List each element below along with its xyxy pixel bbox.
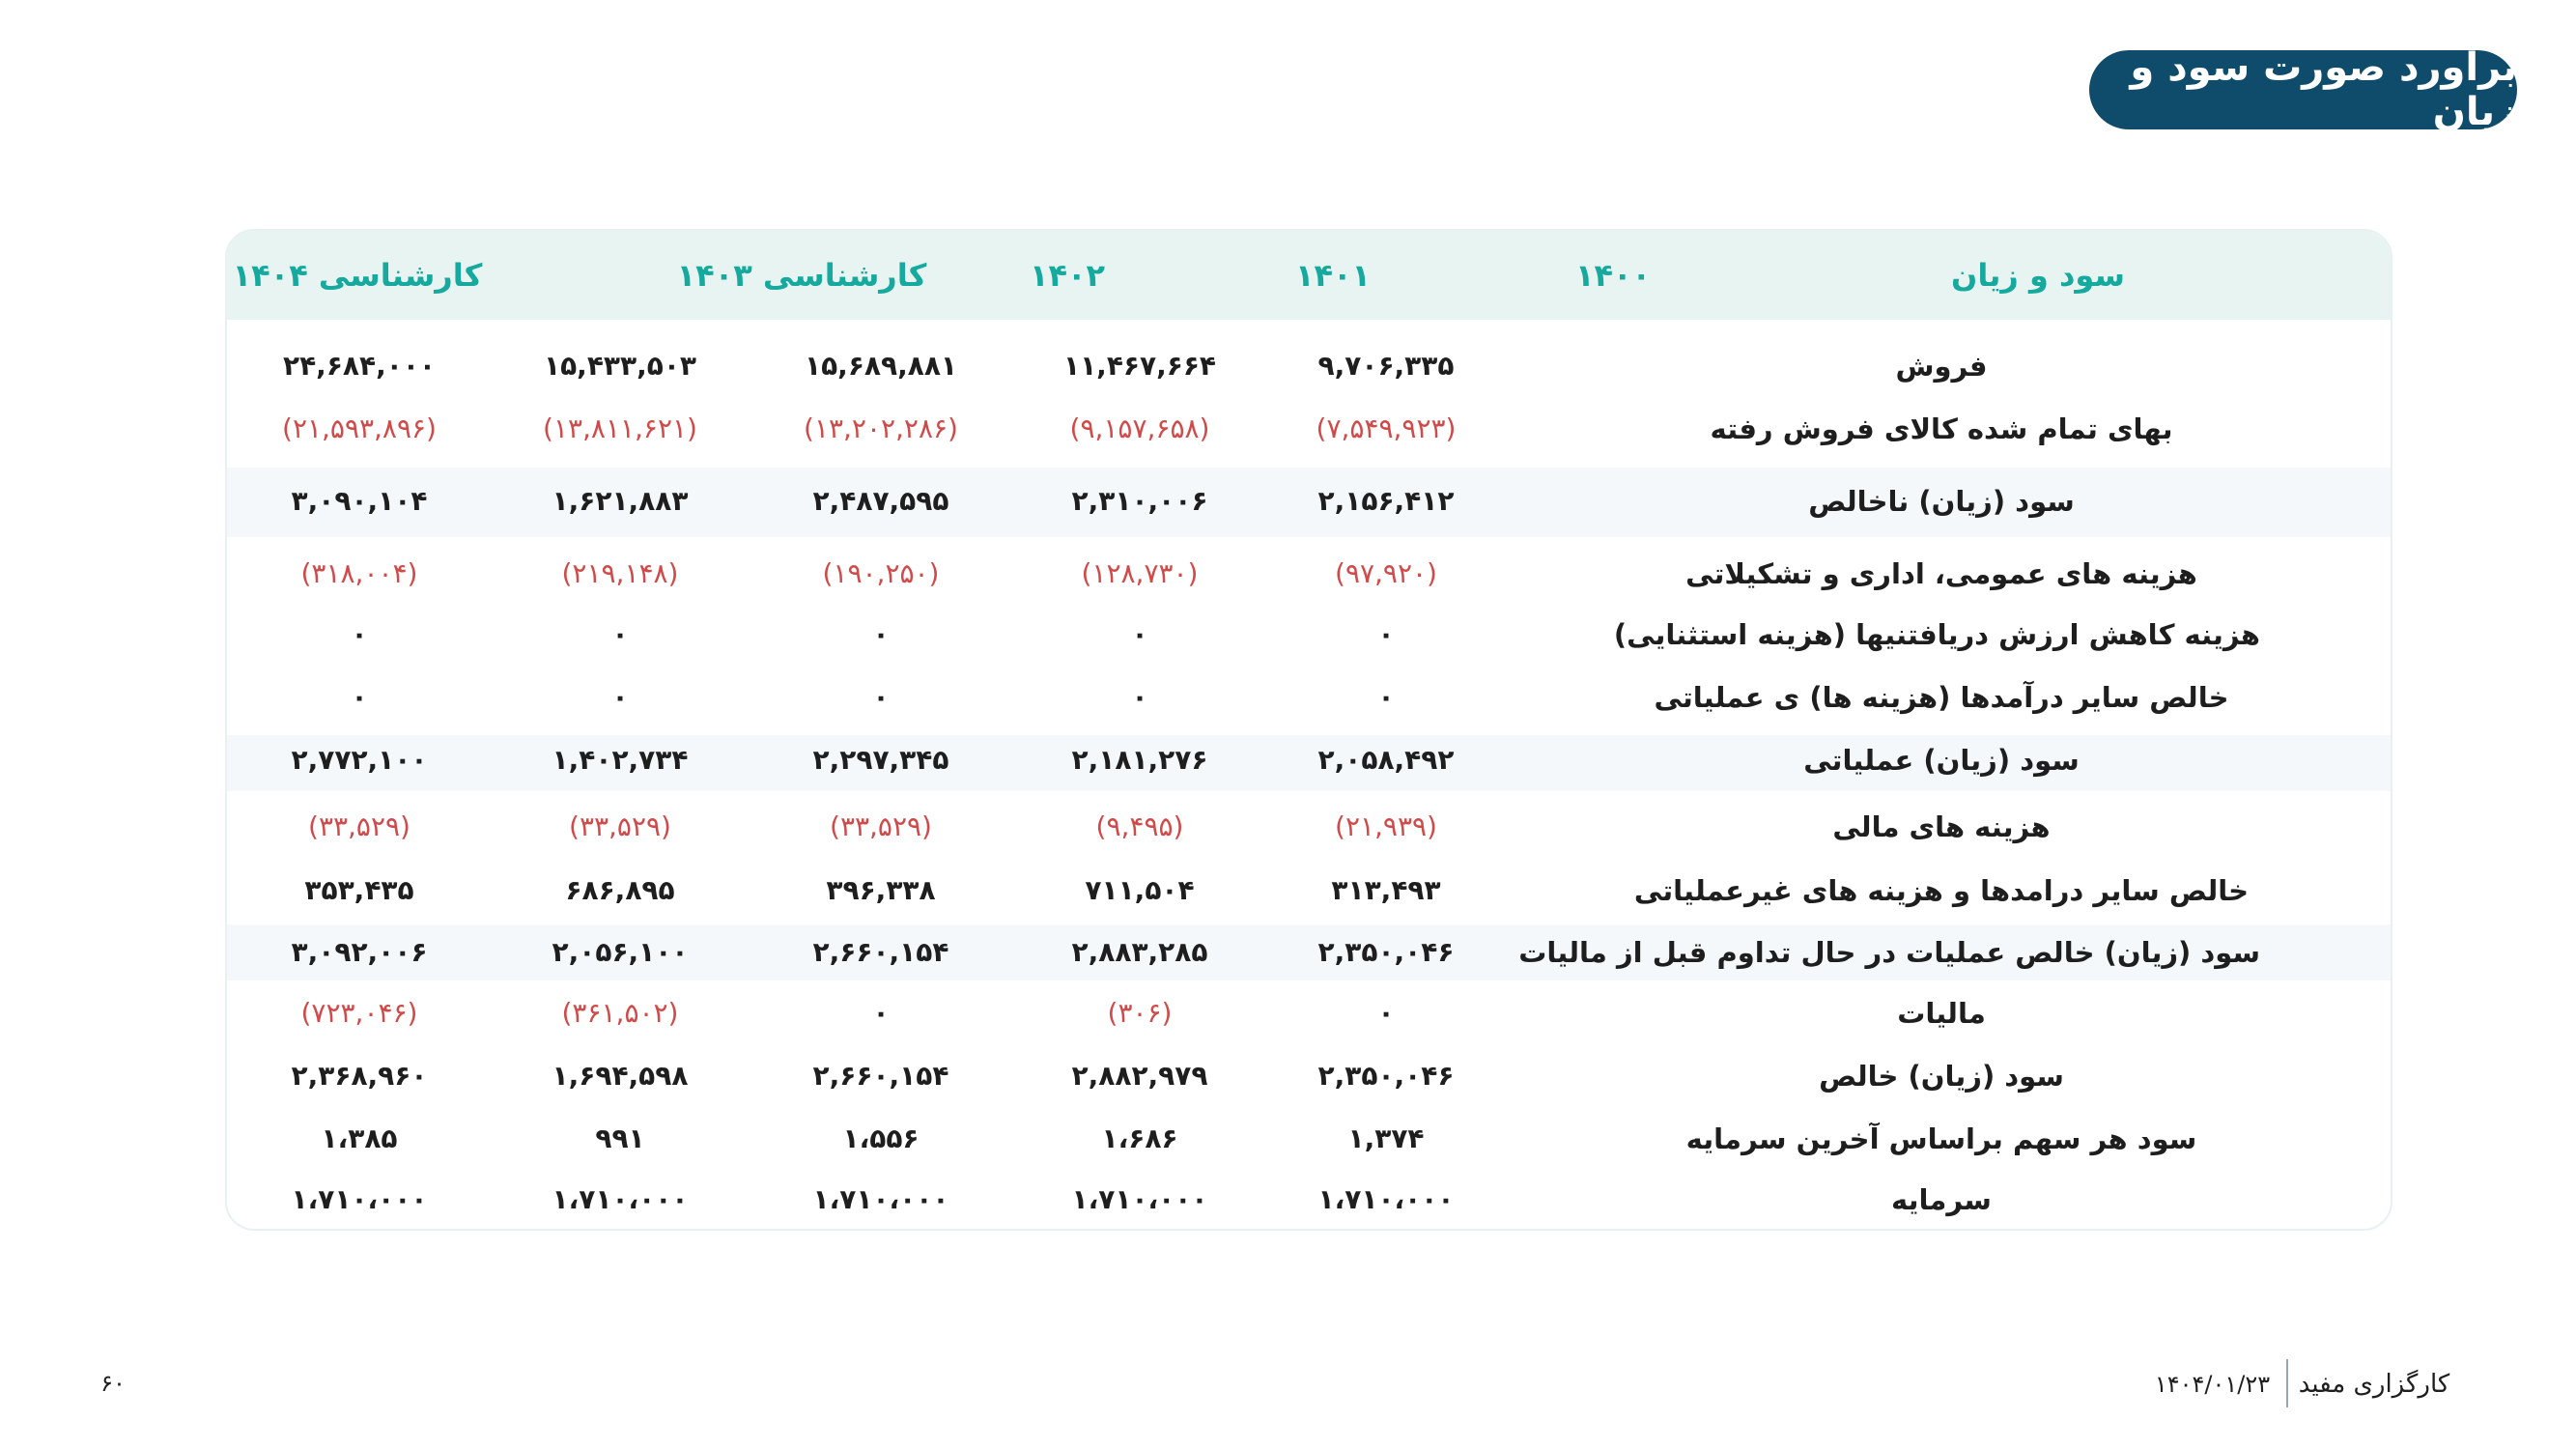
table-cell: ۰ — [1377, 618, 1395, 650]
table-cell: ۲,۳۵۰,۰۴۶ — [1317, 936, 1455, 968]
table-cell: (۷۲۳,۰۴۶) — [300, 997, 418, 1029]
row-label: سرمایه — [1891, 1183, 1992, 1216]
table-cell: ۹۹۱ — [595, 1122, 645, 1154]
table-cell: ۷۱۱,۵۰۴ — [1085, 874, 1195, 906]
header-year-1400: ۱۴۰۰ — [1574, 257, 1652, 294]
table-cell: ۱۵,۶۸۹,۸۸۱ — [805, 350, 957, 382]
table-cell: (۱۳,۸۱۱,۶۲۱) — [543, 412, 697, 444]
row-label: سود (زیان) خالص عملیات در حال تداوم قبل از مالیات — [1518, 936, 2260, 969]
footer-brand: کارگزاری مفید — [2298, 1370, 2450, 1399]
page-title: برآورد صورت سود و زیان — [2089, 50, 2517, 129]
row-label: هزینه کاهش ارزش دریافتنیها (هزینه استثنایی) — [1613, 618, 2260, 651]
income-statement-table — [225, 229, 2392, 1231]
table-cell: (۳۱۸,۰۰۴) — [300, 557, 418, 589]
table-cell: ۲,۰۵۶,۱۰۰ — [552, 936, 689, 968]
table-cell: ۲,۱۸۱,۲۷۶ — [1071, 744, 1208, 776]
table-cell: (۱۳,۲۰۲,۲۸۶) — [804, 412, 958, 444]
table-cell: ۶۸۶,۸۹۵ — [565, 874, 675, 906]
table-cell: ۱۵,۴۳۳,۵۰۳ — [544, 350, 696, 382]
table-cell: ۳,۰۹۲,۰۰۶ — [291, 936, 428, 968]
table-cell: ۲,۳۵۰,۰۴۶ — [1317, 1060, 1455, 1092]
table-cell: ۰ — [1131, 681, 1148, 713]
table-cell: (۱۹۰,۲۵۰) — [822, 557, 940, 589]
table-cell: (۹۷,۹۲۰) — [1335, 557, 1437, 589]
page-number: ۶۰ — [100, 1370, 126, 1397]
table-cell: ۰ — [872, 681, 890, 713]
table-cell: ۱،۵۵۶ — [842, 1122, 920, 1154]
table-cell: ۳۹۶,۳۳۸ — [826, 874, 936, 906]
table-cell: (۷,۵۴۹,۹۲۳) — [1316, 412, 1457, 444]
table-cell: ۲,۶۶۰,۱۵۴ — [812, 936, 949, 968]
table-cell: ۲,۲۹۷,۳۴۵ — [812, 744, 949, 776]
table-cell: ۱،۶۸۶ — [1101, 1122, 1178, 1154]
table-cell: ۲,۸۸۳,۲۸۵ — [1071, 936, 1208, 968]
table-cell: ۳۵۳,۴۳۵ — [304, 874, 414, 906]
header-year-1401: ۱۴۰۱ — [1294, 257, 1372, 294]
table-cell: ۰ — [351, 681, 368, 713]
table-cell: ۰ — [351, 618, 368, 650]
table-cell: ۲,۷۷۲,۱۰۰ — [291, 744, 428, 776]
table-cell: ۲,۶۶۰,۱۵۴ — [812, 1060, 949, 1092]
row-label: سود (زیان) خالص — [1819, 1060, 2064, 1093]
table-cell: ۱،۷۱۰،۰۰۰ — [552, 1183, 689, 1215]
table-cell: ۳,۰۹۰,۱۰۴ — [291, 485, 428, 517]
row-label: سود (زیان) عملیاتی — [1803, 744, 2080, 777]
table-cell: ۰ — [1377, 997, 1395, 1029]
row-label: مالیات — [1897, 997, 1986, 1030]
table-cell: ۲,۴۸۷,۵۹۵ — [812, 485, 949, 517]
table-cell: (۳۶۱,۵۰۲) — [561, 997, 679, 1029]
table-cell: ۰ — [1131, 618, 1148, 650]
table-cell: (۳۳,۵۲۹) — [308, 810, 410, 842]
table-cell: ۱،۷۱۰،۰۰۰ — [812, 1183, 949, 1215]
table-cell: (۱۲۸,۷۳۰) — [1081, 557, 1199, 589]
table-cell: ۳۱۳,۴۹۳ — [1331, 874, 1441, 906]
table-cell: ۱،۷۱۰،۰۰۰ — [1317, 1183, 1455, 1215]
table-cell: (۲۱,۵۹۳,۸۹۶) — [282, 412, 437, 444]
table-cell: ۲,۰۵۸,۴۹۲ — [1317, 744, 1455, 776]
table-cell: ۱,۴۰۲,۷۳۴ — [552, 744, 689, 776]
table-cell: (۳۳,۵۲۹) — [830, 810, 932, 842]
table-cell: ۲,۳۶۸,۹۶۰ — [291, 1060, 428, 1092]
table-cell: ۰ — [1377, 681, 1395, 713]
table-cell: ۹,۷۰۶,۳۳۵ — [1317, 350, 1455, 382]
row-label: سود (زیان) ناخالص — [1808, 485, 2075, 518]
table-cell: ۱،۳۸۵ — [321, 1122, 398, 1154]
row-label: هزینه های مالی — [1832, 810, 2051, 843]
table-cell: (۳۳,۵۲۹) — [569, 810, 671, 842]
header-year-1404: کارشناسی ۱۴۰۴ — [232, 257, 483, 294]
table-cell: ۱۱,۴۶۷,۶۶۴ — [1063, 350, 1216, 382]
table-cell: ۲,۳۱۰,۰۰۶ — [1071, 485, 1208, 517]
table-cell: ۰ — [872, 618, 890, 650]
table-cell: ۱،۷۱۰،۰۰۰ — [1071, 1183, 1208, 1215]
footer-date: ۱۴۰۴/۰۱/۲۳ — [2154, 1371, 2271, 1398]
header-label: سود و زیان — [1951, 257, 2125, 294]
table-header — [227, 231, 2391, 320]
row-label: خالص سایر درامدها و هزینه های غیرعملیاتی — [1633, 874, 2250, 907]
row-label: فروش — [1895, 350, 1988, 383]
table-cell: ۲,۸۸۲,۹۷۹ — [1071, 1060, 1208, 1092]
table-cell: ۰ — [872, 997, 890, 1029]
table-cell: (۳۰۶) — [1107, 997, 1173, 1029]
table-cell: (۲۱۹,۱۴۸) — [561, 557, 679, 589]
table-cell: (۲۱,۹۳۹) — [1335, 810, 1437, 842]
table-cell: ۱,۶۹۴,۵۹۸ — [552, 1060, 689, 1092]
table-cell: ۲,۱۵۶,۴۱۲ — [1317, 485, 1455, 517]
table-cell: (۹,۴۹۵) — [1095, 810, 1184, 842]
header-year-1402: ۱۴۰۲ — [1029, 257, 1106, 294]
row-label: هزینه های عمومی، اداری و تشکیلاتی — [1685, 557, 2197, 590]
table-cell: ۱,۳۷۴ — [1347, 1122, 1425, 1154]
row-label: سود هر سهم براساس آخرین سرمایه — [1685, 1122, 2197, 1155]
footer-divider — [2286, 1359, 2288, 1407]
table-cell: ۰ — [611, 681, 629, 713]
row-label: خالص سایر درآمدها (هزینه ها) ی عملیاتی — [1654, 681, 2229, 714]
table-cell: ۱،۷۱۰،۰۰۰ — [291, 1183, 428, 1215]
table-cell: ۱,۶۲۱,۸۸۳ — [552, 485, 689, 517]
row-label: بهای تمام شده کالای فروش رفته — [1710, 412, 2173, 445]
table-cell: ۰ — [611, 618, 629, 650]
table-cell: ۲۴,۶۸۴,۰۰۰ — [283, 350, 436, 382]
header-year-1403: کارشناسی ۱۴۰۳ — [676, 257, 927, 294]
table-cell: (۹,۱۵۷,۶۵۸) — [1069, 412, 1210, 444]
